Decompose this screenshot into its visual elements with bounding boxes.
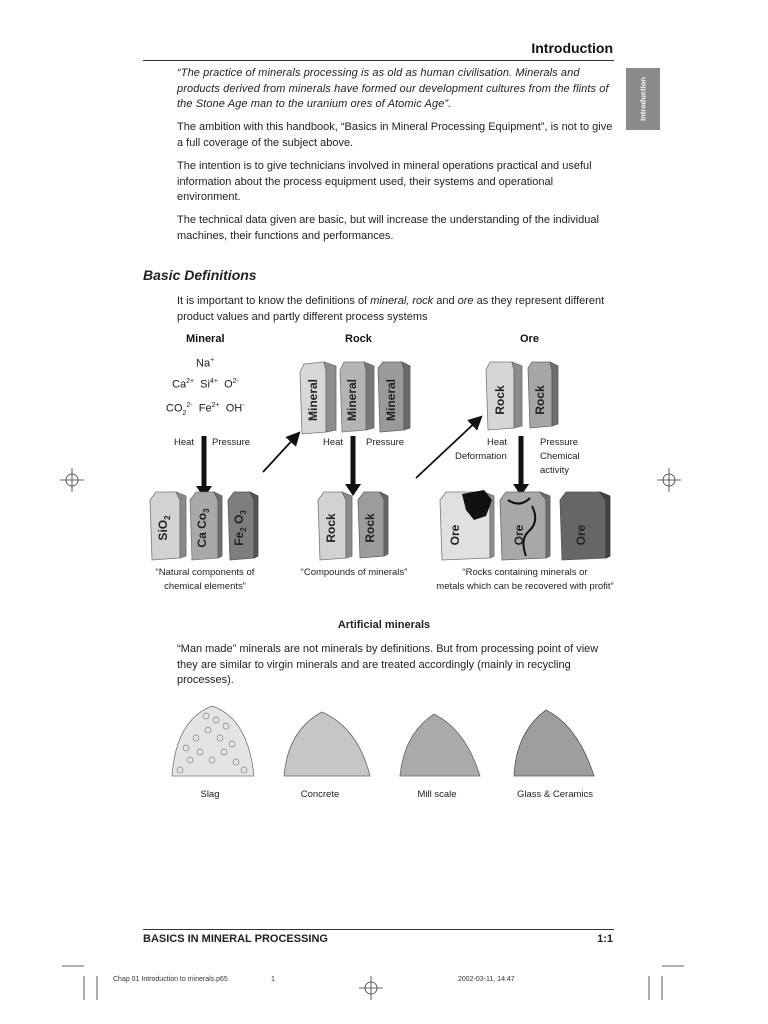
footer-page-number: 1:1 [597,933,613,945]
slag-heap [172,706,254,776]
registration-mark-bottom [359,976,383,1000]
rock-block-ore-1-label: Rock [493,385,507,415]
sio2-label: SiO$_2$ [155,515,173,541]
intro-paragraph-1: The ambition with this handbook, “Basics in Mineral Processing Equipment”, is not to give a full coverage of the subject above. [177,121,613,149]
rock-block-1-label: Rock [324,513,338,543]
rock-to-ore-arrow [416,418,480,478]
ore-pressure-label: Pressure [540,437,579,448]
ore-block-1-label: Ore [448,524,462,546]
caption-mineral: “Natural components of chemical elements” [155,567,255,592]
registration-mark-right [657,468,681,492]
intro-paragraph-2: The intention is to give technicians involved in mineral operations practical and useful information about the process equipment used, their systems and operational environment. [177,160,592,203]
label-slag: Slag [200,789,220,800]
caption-rock: “Compounds of minerals” [300,567,408,578]
ore-chemical-label: Chemical [540,451,580,462]
artificial-minerals-heading: Artificial minerals [337,619,431,631]
intro-quote: “The practice of minerals processing is as old as human civilisation. Minerals and products derived from minerals have formed our development cultures from the flints of the Stone Age man to the uranium ores of Atomic Age”. [177,67,609,110]
caption-ore: “Rocks containing minerals or metals which can be recovered with profit” [436,567,614,592]
footer-book-title: BASICS IN MINERAL PROCESSING [143,933,328,945]
registration-mark-left [60,468,84,492]
column-heading-mineral: Mineral [186,333,225,345]
rock-pressure-label: Pressure [366,437,405,448]
ore-block-3-label: Ore [574,524,588,546]
mineral-to-rock-arrow [263,434,298,472]
intro-paragraph-3: The technical data given are basic, but will increase the understanding of the individual machines, their functions and performances. [177,214,599,242]
ore-heat-label: Heat [487,437,508,448]
artificial-minerals-text: “Man made” minerals are not minerals by definitions. But from processing point of view they are similar to virgin minerals and are treated accordingly (mainly in recycling processes). [177,643,599,686]
mineral-pressure-label: Pressure [212,437,251,448]
basic-definitions-text: It is important to know the definitions of mineral, rock and ore as they represent different product values and partly different process systems [177,295,605,323]
fe2o3-label: $Fe_2$ $O_3$ [231,510,249,546]
printer-page: 1 [271,976,275,983]
side-tab-label: Introduction [638,77,648,121]
ore-deformation-label: Deformation [455,451,507,462]
label-glass-ceramics: Glass & Ceramics [516,789,593,800]
label-concrete: Concrete [300,789,340,800]
caco3-label: Ca $Co_3$ [194,508,212,548]
concrete-heap [284,712,370,776]
printer-file-name: Chap 01 Introduction to minerals.p65 [113,976,228,983]
column-heading-rock: Rock [345,333,372,345]
glass-ceramics-heap [514,710,594,776]
mineral-block-3-label: Mineral [384,378,398,422]
rock-block-2-label: Rock [363,513,377,543]
crop-marks [62,966,684,1000]
formula-row-3: $CO_2^{2-}$ $Fe^{2+}$ OH- [166,402,245,417]
basic-definitions-heading: Basic Definitions [143,267,257,283]
label-mill-scale: Mill scale [417,789,457,800]
mineral-block-2-label: Mineral [345,378,359,422]
ore-block-2-label: Ore [512,524,526,546]
formula-na: Na+ [196,357,215,370]
rock-heat-label: Heat [323,437,344,448]
mineral-heat-label: Heat [174,437,195,448]
column-heading-ore: Ore [520,333,539,345]
mineral-block-1-label: Mineral [306,378,320,422]
ore-activity-label: activity [540,465,570,476]
rock-block-ore-2-label: Rock [533,385,547,415]
mill-scale-heap [400,714,480,776]
printer-date: 2002-03-11, 14:47 [458,976,515,983]
page-title: Introduction [531,40,613,56]
formula-row-2: $Ca^{2+}$ $Si^{4+}$ $O^{2-}$ [172,378,239,391]
footer-rule [143,929,614,930]
